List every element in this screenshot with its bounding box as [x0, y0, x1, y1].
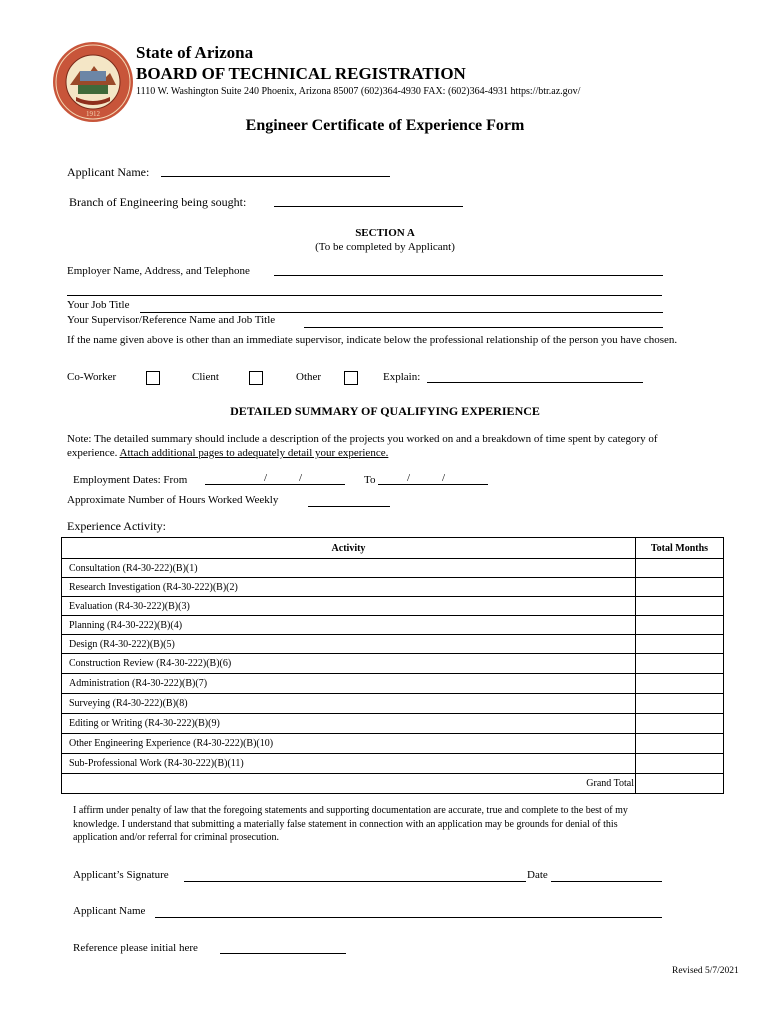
form-title: Engineer Certificate of Experience Form [245, 117, 525, 134]
applicant-name-field[interactable] [161, 164, 390, 177]
signature-label: Applicant’s Signature [73, 869, 169, 881]
state-name: State of Arizona [136, 43, 254, 62]
table-row [62, 694, 724, 714]
supervisor-label: Your Supervisor/Reference Name and Job Title [67, 314, 276, 326]
months-field[interactable] [636, 616, 724, 635]
months-field[interactable] [636, 734, 724, 754]
table-row [62, 635, 724, 654]
table-row [62, 754, 724, 774]
table-row [62, 597, 724, 616]
board-name: BOARD OF TECHNICAL REGISTRATION [136, 64, 466, 83]
months-field[interactable] [636, 597, 724, 616]
branch-label: Branch of Engineering being sought: [69, 195, 247, 209]
table-row [62, 654, 724, 674]
branch-field[interactable] [274, 194, 463, 207]
arizona-state-seal [52, 41, 134, 123]
grand-total-row [62, 774, 724, 794]
section-a-heading: SECTION A [355, 227, 415, 239]
months-field[interactable] [636, 578, 724, 597]
employer-field-line-2[interactable] [67, 283, 662, 296]
applicant-name-signature-label: Applicant Name [73, 905, 146, 917]
hours-weekly-label: Approximate Number of Hours Worked Weekly [67, 494, 279, 506]
employment-to-field[interactable] [378, 472, 488, 485]
client-label: Client [192, 371, 219, 383]
activity-editing-writing: Editing or Writing (R4-30-222)(B)(9) [62, 714, 636, 734]
summary-heading: DETAILED SUMMARY OF QUALIFYING EXPERIENCE [230, 404, 540, 418]
explain-label: Explain: [383, 371, 421, 383]
grand-total-label: Grand Total [62, 774, 636, 794]
summary-note [67, 432, 697, 460]
applicant-name-signature-field[interactable] [155, 905, 662, 918]
to-slash-2: / [442, 472, 446, 484]
activity-evaluation: Evaluation (R4-30-222)(B)(3) [62, 597, 636, 616]
applicant-name-label: Applicant Name: [67, 165, 150, 179]
seal-year: 1912 [86, 110, 100, 118]
section-a-subheading: (To be completed by Applicant) [315, 241, 455, 253]
activity-surveying: Surveying (R4-30-222)(B)(8) [62, 694, 636, 714]
total-months-column-header: Total Months [636, 538, 724, 559]
client-checkbox[interactable] [249, 371, 263, 385]
employment-from-field[interactable] [205, 472, 345, 485]
months-field[interactable] [636, 559, 724, 578]
activity-planning: Planning (R4-30-222)(B)(4) [62, 616, 636, 635]
from-slash-1: / [264, 472, 268, 484]
months-field[interactable] [636, 714, 724, 734]
date-label: Date [527, 869, 548, 881]
to-slash-1: / [407, 472, 411, 484]
supervisor-field[interactable] [304, 315, 663, 328]
grand-total-field[interactable] [636, 774, 724, 794]
employment-dates-label: Employment Dates: From [73, 474, 188, 486]
hours-weekly-field[interactable] [308, 494, 390, 507]
table-row [62, 714, 724, 734]
table-row [62, 734, 724, 754]
date-field[interactable] [551, 869, 662, 882]
months-field[interactable] [636, 754, 724, 774]
activity-research-investigation: Research Investigation (R4-30-222)(B)(2) [62, 578, 636, 597]
activity-other-engineering: Other Engineering Experience (R4-30-222)(B)(10) [62, 734, 636, 754]
job-title-field[interactable] [140, 300, 663, 313]
activity-sub-professional: Sub-Professional Work (R4-30-222)(B)(11) [62, 754, 636, 774]
attach-pages-note: Attach additional pages to adequately detail your experience. [119, 447, 389, 459]
activity-administration: Administration (R4-30-222)(B)(7) [62, 674, 636, 694]
months-field[interactable] [636, 674, 724, 694]
experience-activity-label: Experience Activity: [67, 519, 166, 533]
activity-design: Design (R4-30-222)(B)(5) [62, 635, 636, 654]
other-checkbox[interactable] [344, 371, 358, 385]
reference-initial-label: Reference please initial here [73, 942, 198, 954]
summary-note-text: Note: The detailed summary should include a description of the projects you worked on and a breakdown of time spent by category of experience. [67, 433, 658, 459]
months-field[interactable] [636, 654, 724, 674]
to-label: To [364, 474, 376, 486]
board-address: 1110 W. Washington Suite 240 Phoenix, Arizona 85007 (602)364-4930 FAX: (602)364-4931 https://btr.az.gov/ [136, 86, 581, 97]
table-row [62, 674, 724, 694]
affirmation-text: I affirm under penalty of law that the foregoing statements and supporting documentation are accurate, true and complete to the best of my knowledge. I understand that submitting a materially false statement in connection with an application may be grounds for denial of this application and/or referral for criminal prosecution. [73, 805, 628, 843]
months-field[interactable] [636, 635, 724, 654]
activity-consultation: Consultation (R4-30-222)(B)(1) [62, 559, 636, 578]
explain-field[interactable] [427, 370, 643, 383]
table-row [62, 578, 724, 597]
relationship-note: If the name given above is other than an immediate supervisor, indicate below the professional relationship of the person you have chosen. [67, 334, 678, 346]
from-slash-2: / [299, 472, 303, 484]
reference-initial-field[interactable] [220, 941, 346, 954]
table-row [62, 559, 724, 578]
signature-field[interactable] [184, 869, 526, 882]
coworker-checkbox[interactable] [146, 371, 160, 385]
activity-construction-review: Construction Review (R4-30-222)(B)(6) [62, 654, 636, 674]
employer-field[interactable] [274, 263, 663, 276]
activity-column-header: Activity [62, 538, 636, 559]
coworker-label: Co-Worker [67, 371, 117, 383]
experience-table-header [62, 538, 724, 559]
experience-table [61, 537, 724, 794]
table-row [62, 616, 724, 635]
other-label: Other [296, 371, 322, 383]
revision-date: Revised 5/7/2021 [672, 966, 739, 976]
months-field[interactable] [636, 694, 724, 714]
employer-label: Employer Name, Address, and Telephone [67, 265, 250, 277]
job-title-label: Your Job Title [67, 299, 130, 311]
